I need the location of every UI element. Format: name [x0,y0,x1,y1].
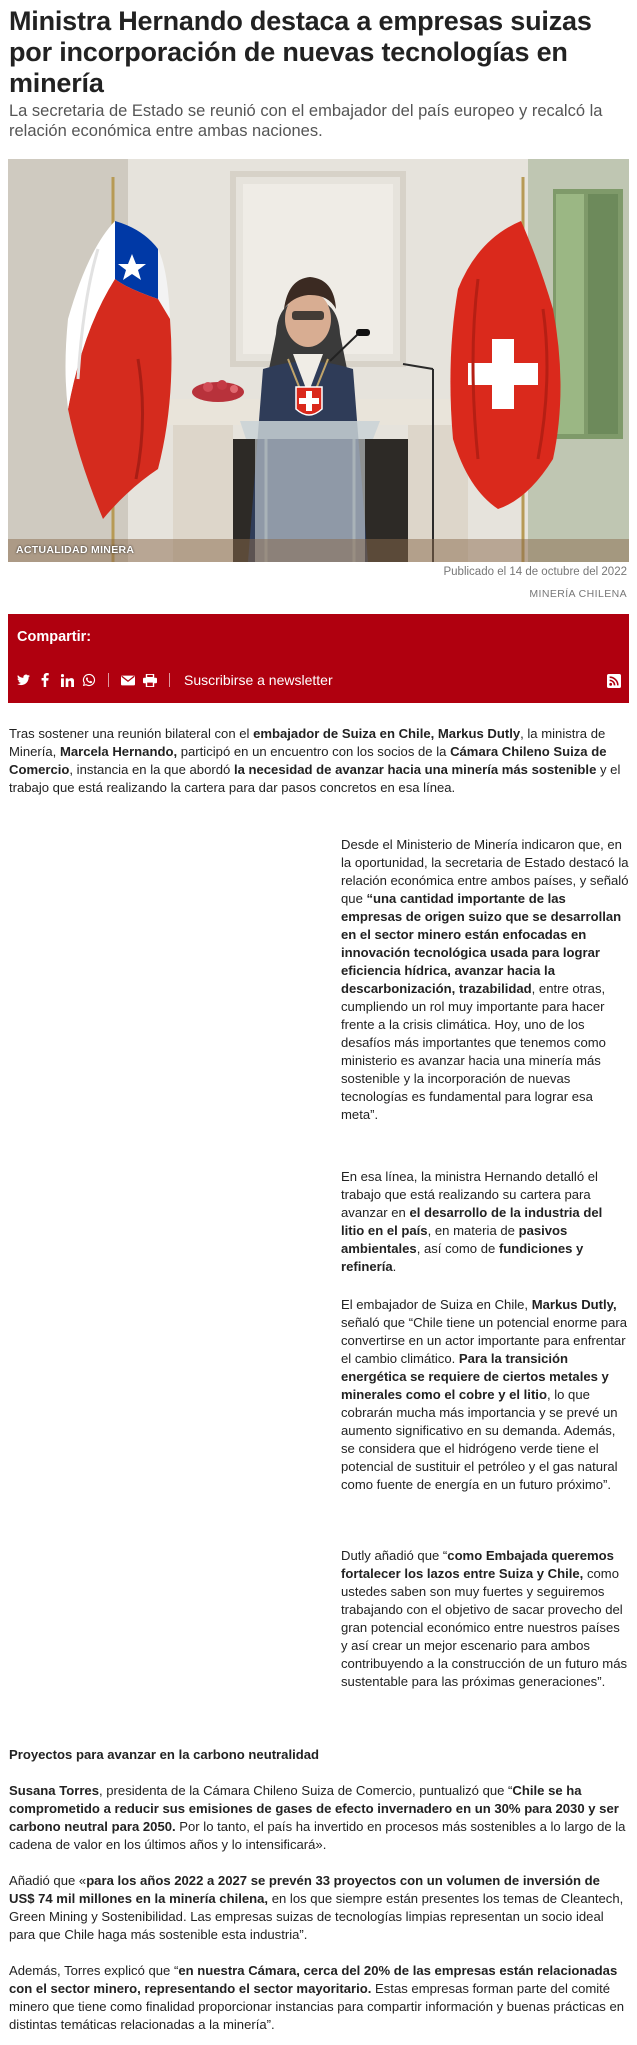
linkedin-icon[interactable] [60,673,74,687]
body-paragraph-6 [9,1782,629,1854]
twitter-icon[interactable] [16,673,30,687]
bold-text-run: Chile se ha comprometido a reducir sus emisiones de gases de efecto invernadero en un 30% para 2030 y ser carbono neutral para 2050. [9,1783,619,1834]
bold-text-run: Susana Torres [9,1783,99,1798]
text-run: Estas empresas forman parte del comité minero que tiene como finalidad proporcionar instancias para compartir información y buenas prácticas en distintas temáticas relacionadas a la minería”. [9,1981,625,2032]
text-run: Tras sostener una reunión bilateral con el [9,726,254,741]
body-paragraph-5 [341,1547,629,1691]
bold-text-run: como Embajada queremos fortalecer los lazos entre Suiza y Chile, [341,1548,614,1581]
print-icon[interactable] [143,673,157,687]
article-subhead: La secretaria de Estado se reunió con el embajador del país europeo y recalcó la relación económica entre ambas naciones. [9,102,603,140]
bold-text-run: “una cantidad importante de las empresas de origen suizo que se desarrollan en el sector minero están enfocadas en innovación tecnológica usada para lograr eficiencia hídrica, avanzar hacia la descarbonización, trazabilidad [341,891,622,996]
body-paragraph-7 [9,1872,629,1944]
bold-text-run: Para la transición energética se requiere de ciertos metales y minerales como el cobre y el litio [341,1351,609,1402]
source-label: MINERÍA CHILENA [529,588,627,600]
newsletter-link[interactable]: Suscribirse a newsletter [184,672,333,688]
facebook-icon[interactable] [38,673,52,687]
share-divider [169,673,170,687]
share-bar [8,614,629,703]
text-run: Además, Torres explicó que “ [9,1963,179,1978]
text-run: , la ministra de Minería, [9,726,606,759]
bold-text-run: para los años 2022 a 2027 se prevén 33 proyectos con un volumen de inversión de US$ 74 mil millones en la minería chilena, [9,1873,600,1906]
text-run: como ustedes saben son muy fuertes y seguiremos trabajando con el objetivo de sacar provecho del gran potencial económico entre nuestros países y así crear un mejor escenario para ambos contribuyendo a la construcción de un futuro más sustentable para las próximas generaciones”. [341,1566,628,1689]
text-run: En esa línea, la ministra Hernando detalló el trabajo que está realizando su cartera para avanzar en [341,1169,598,1220]
hero-photo-illustration [8,159,629,562]
text-run: , presidenta de la Cámara Chileno Suiza de Comercio, puntualizó que “ [99,1783,513,1798]
bold-text-run: pasivos ambientales [341,1223,568,1256]
text-run: , instancia en la que abordó [69,762,234,777]
body-paragraph-1 [9,725,629,797]
text-run: , lo que cobrarán mucha más importancia y se prevé un aumento significativo en su demanda. Además, se considera que el hidrógeno verde tiene el potencial de sustituir el petróleo y el gas natural como fuente de energía en un futuro próximo”. [341,1387,618,1492]
article-headline: Ministra Hernando destaca a empresas suizas por incorporación de nuevas tecnologías en minería [9,6,592,98]
section-heading: Proyectos para avanzar en la carbono neutralidad [9,1747,319,1762]
text-run: Dutly añadió que “ [341,1548,448,1563]
bold-text-run: fundiciones y refinería [341,1241,584,1274]
whatsapp-icon[interactable] [82,673,96,687]
text-run: participó en un encuentro con los socios de la [177,744,451,759]
text-run: , en materia de [427,1223,519,1238]
body-paragraph-2 [341,836,629,1124]
bold-text-run: embajador de Suiza en Chile, Markus Dutly [253,726,521,741]
photo-credit: ACTUALIDAD MINERA [16,544,135,556]
bold-text-run: Markus Dutly, [531,1297,617,1312]
text-run: Por lo tanto, el país ha invertido en procesos más sostenibles a lo largo de la cadena de valor en los últimos años y lo intensificará». [9,1819,626,1852]
text-run: , entre otras, cumpliendo un rol muy importante para hacer frente a la crisis climática. Hoy, uno de los desafíos más importantes que tenemos como ministerio es avanzar hacia una minería más sostenible y la incorporación de nuevas tecnologías es fundamental para lograr esa meta”. [341,981,606,1122]
text-run: Añadió que « [9,1873,87,1888]
share-divider [108,673,109,687]
email-icon[interactable] [121,673,135,687]
bold-text-run: en nuestra Cámara, cerca del 20% de las empresas están relacionadas con el sector minero, representando el sector mayoritario. [9,1963,618,1996]
bold-text-run: la necesidad de avanzar hacia una minería más sostenible [233,762,597,777]
text-run: El embajador de Suiza en Chile, [341,1297,532,1312]
body-paragraph-8 [9,1962,629,2034]
body-paragraph-3 [341,1168,629,1276]
bold-text-run: Cámara Chileno Suiza de Comercio [9,744,607,777]
text-run: en los que siempre están presentes los temas de Cleantech, Green Mining y Sostenibilidad. Las empresas suizas de tecnologías limpias representan un socio ideal para que Chile haga más sostenible esta industria”. [9,1891,624,1942]
body-paragraph-4 [341,1296,629,1494]
text-run: Desde el Ministerio de Minería indicaron que, en la oportunidad, la secretaria de Estado destacó la relación económica entre ambos países, y señaló que [341,837,629,906]
hero-photo [8,159,629,562]
bold-text-run: Marcela Hernando, [59,744,178,759]
share-title: Compartir: [17,629,92,645]
bold-text-run: el desarrollo de la industria del litio en el país [341,1205,603,1238]
text-run: . [392,1259,397,1274]
rss-icon[interactable] [607,674,621,688]
text-run: y el trabajo que está realizando la cartera para dar pasos concretos en esa línea. [9,762,621,795]
text-run: señaló que “Chile tiene un potencial enorme para convertirse en un actor importante para enfrentar el cambio climático. [341,1315,628,1366]
share-icons [16,673,174,687]
text-run: , así como de [416,1241,499,1256]
publish-date: Publicado el 14 de octubre del 2022 [443,566,627,578]
